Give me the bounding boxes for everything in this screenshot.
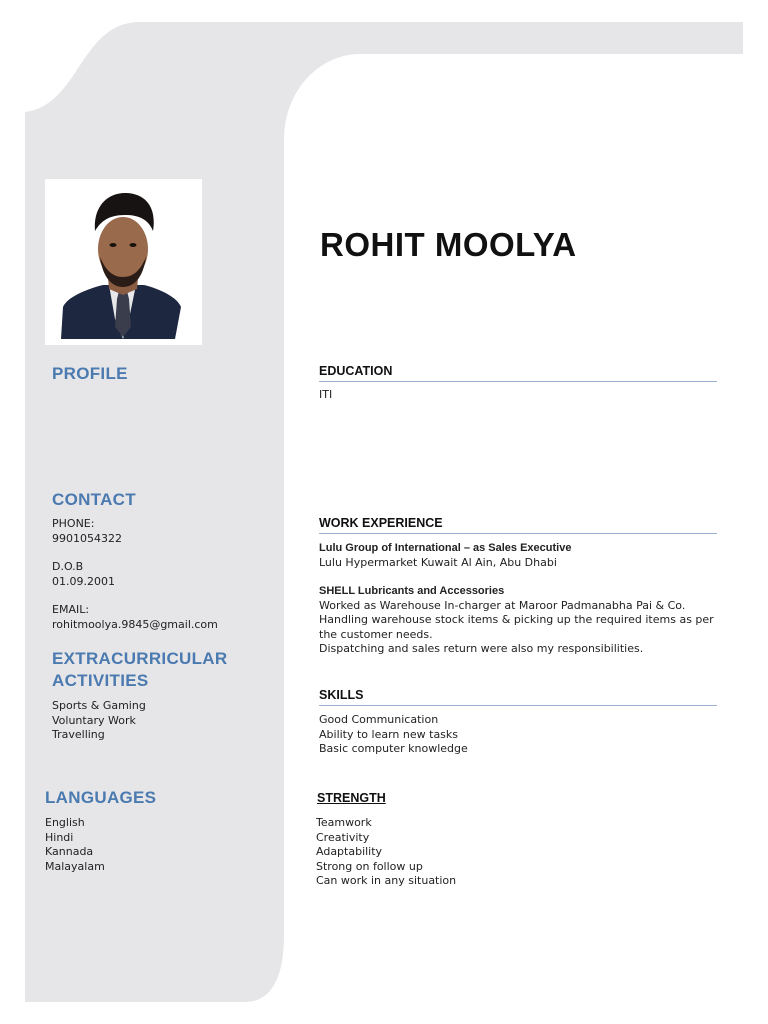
strength-list [316, 816, 456, 889]
skills-list [319, 713, 468, 757]
languages-heading: LANGUAGES [45, 788, 157, 807]
profile-heading: PROFILE [52, 364, 128, 383]
job2-line: Worked as Warehouse In-charger at Maroor Padmanabha Pai & Co. [319, 598, 686, 612]
skills-heading: SKILLS [319, 688, 717, 706]
extracurricular-heading [52, 648, 227, 692]
dob-label: D.O.B [52, 560, 84, 573]
job2-line: the customer needs. [319, 627, 433, 641]
list-item: Strong on follow up [316, 859, 423, 873]
job2-title: SHELL Lubricants and Accessories [319, 585, 505, 597]
dob-value: 01.09.2001 [52, 574, 115, 588]
list-item: Malayalam [45, 859, 105, 873]
extracurricular-heading-line2: ACTIVITIES [52, 671, 149, 690]
list-item: Basic computer knowledge [319, 742, 468, 755]
job2-line: Handling warehouse stock items & picking up the required items as per [319, 613, 714, 626]
extracurricular-list [52, 699, 146, 743]
job2-line: Dispatching and sales return were also my responsibilities. [319, 642, 644, 655]
candidate-name: ROHIT MOOLYA [320, 226, 577, 263]
phone-value: 9901054322 [52, 531, 122, 545]
list-item: Travelling [52, 728, 105, 741]
education-text: ITI [319, 388, 333, 401]
list-item: Voluntary Work [52, 713, 136, 727]
languages-list [45, 816, 105, 874]
strength-heading: STRENGTH [317, 791, 386, 805]
list-item: Good Communication [319, 713, 439, 726]
list-item: Adaptability [316, 845, 383, 858]
list-item: Ability to learn new tasks [319, 727, 459, 741]
list-item: Creativity [316, 830, 370, 844]
work-experience-details [319, 541, 714, 657]
work-experience-heading: WORK EXPERIENCE [319, 516, 717, 534]
list-item: Sports & Gaming [52, 699, 146, 712]
list-item: Can work in any situation [316, 874, 457, 887]
contact-details [52, 517, 218, 632]
list-item: Kannada [45, 845, 94, 858]
education-heading: EDUCATION [319, 364, 717, 382]
email-label: EMAIL: [52, 603, 90, 616]
email-value: rohitmoolya.9845@gmail.com [52, 617, 218, 631]
job1-place: Lulu Hypermarket Kuwait Al Ain, Abu Dhabi [319, 555, 557, 569]
list-item: Hindi [45, 830, 74, 844]
extracurricular-heading-line1: EXTRACURRICULAR [52, 649, 228, 668]
phone-label: PHONE: [52, 517, 95, 530]
job1-title: Lulu Group of International – as Sales Executive [319, 542, 572, 554]
list-item: English [45, 816, 85, 829]
list-item: Teamwork [316, 816, 372, 829]
contact-heading: CONTACT [52, 490, 136, 509]
profile-photo [45, 179, 202, 345]
